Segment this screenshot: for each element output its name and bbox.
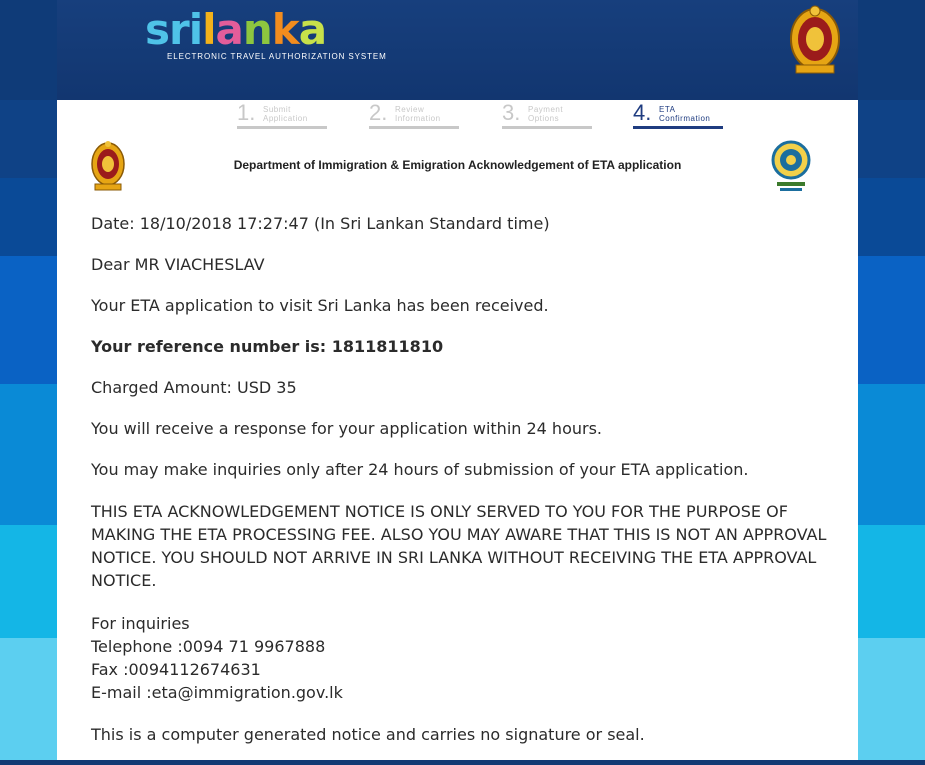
step-bar — [633, 126, 723, 129]
reference-number: 1811811810 — [331, 337, 444, 356]
logo-part-a2: a — [298, 5, 327, 54]
footer-note: This is a computer generated notice and carries no signature or seal. — [91, 725, 645, 744]
greeting: Dear MR VIACHESLAV — [91, 255, 265, 274]
step-bar — [502, 126, 592, 129]
contact-telephone: Telephone :0094 71 9967888 — [91, 637, 326, 656]
contact-fax: Fax :0094112674631 — [91, 660, 261, 679]
inquiries-note: You may make inquiries only after 24 hours of submission of your ETA application. — [91, 460, 749, 479]
site-header — [57, 0, 858, 102]
date-line: Date: 18/10/2018 17:27:47 (In Sri Lankan Standard time) — [91, 214, 550, 233]
immigration-seal-icon — [771, 140, 811, 198]
contact-email[interactable]: E-mail :eta@immigration.gov.lk — [91, 683, 343, 702]
step-label: Review Information — [395, 105, 441, 123]
step-number: 3. — [502, 100, 521, 125]
logo-part-n: n — [242, 5, 272, 54]
step-bar — [237, 126, 327, 129]
main-content — [57, 100, 858, 760]
logo-part-l: l — [202, 5, 216, 54]
step-bar — [369, 126, 459, 129]
logo-part-a: a — [215, 5, 243, 54]
contact-heading: For inquiries — [91, 614, 190, 633]
step-label: ETA Confirmation — [659, 105, 711, 123]
department-title: Department of Immigration & Emigration Acknowledgement of ETA application — [233, 158, 682, 172]
step-label: Submit Application — [263, 105, 308, 123]
progress-steps — [237, 100, 737, 130]
reference-line — [91, 336, 831, 357]
acknowledgement-notice — [91, 213, 831, 765]
warning-notice: THIS ETA ACKNOWLEDGEMENT NOTICE IS ONLY SERVED TO YOU FOR THE PURPOSE OF MAKING THE ETA PROCESSING FEE. ALSO YOU MAY AWARE THAT THIS IS NOT AN APPROVAL NOTICE. YOU SHOULD NOT ARRIVE IN SRI LANKA WITHOUT RECEIVING THE ETA APPROVAL NOTICE. — [91, 502, 827, 590]
logo-subtitle: ELECTRONIC TRAVEL AUTHORIZATION SYSTEM — [167, 52, 387, 61]
national-emblem-icon — [788, 5, 842, 81]
reference-label: Your reference number is: — [91, 337, 332, 356]
step-number: 4. — [633, 100, 652, 125]
srilanka-logo[interactable] — [145, 5, 387, 61]
contact-block — [91, 612, 831, 704]
charged-amount: Charged Amount: USD 35 — [91, 378, 297, 397]
step-label: Payment Options — [528, 105, 564, 123]
logo-part-sri: sri — [145, 5, 203, 54]
logo-part-k: k — [271, 5, 299, 54]
logo-wordmark — [145, 5, 387, 54]
step-number: 2. — [369, 100, 388, 125]
response-note: You will receive a response for your application within 24 hours. — [91, 419, 602, 438]
step-number: 1. — [237, 100, 256, 125]
received-message: Your ETA application to visit Sri Lanka has been received. — [91, 296, 549, 315]
